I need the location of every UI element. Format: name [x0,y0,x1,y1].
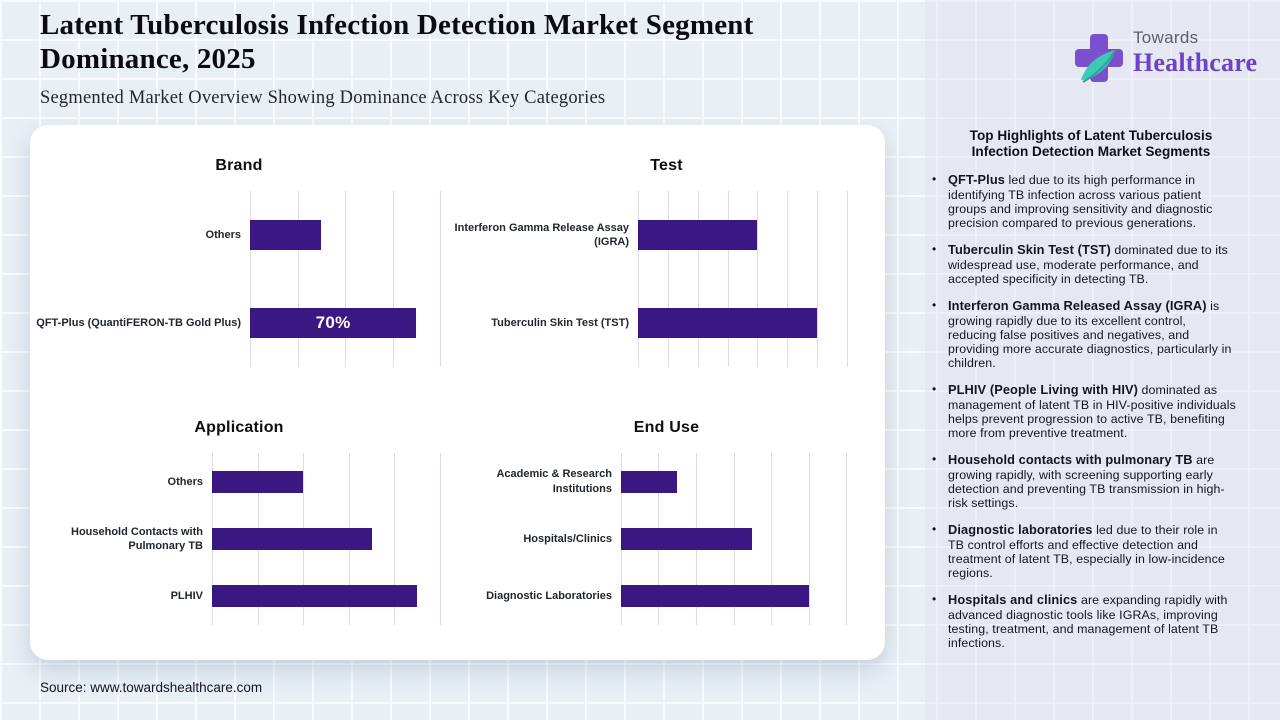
bar-row [212,453,440,510]
bar [638,220,757,250]
bar-row [212,510,440,567]
gridline [847,191,848,367]
highlight-item [932,299,1236,370]
chart-body [30,453,448,625]
category-labels [30,191,250,367]
chart-title: Application [194,419,284,436]
bar-row [638,279,847,367]
bar-row [250,191,440,279]
chart-title: Brand [215,157,263,174]
bar [621,471,677,493]
bullet-icon: • [932,592,937,607]
chart-end-use [448,397,885,660]
page-title: Latent Tuberculosis Infection Detection Market Segment Dominance, 2025 [40,9,754,76]
bar-row [621,510,846,567]
bullet-icon: • [932,382,937,397]
page-subtitle: Segmented Market Overview Showing Dominance Across Key Categories [40,88,606,109]
category-label: Others [167,475,203,488]
chart-brand [30,125,448,397]
bar [638,308,817,338]
category-label: Hospitals/Clinics [523,532,612,545]
bullet-icon: • [932,522,937,537]
logo-text [1133,28,1257,78]
category-label: Household Contacts with Pulmonary TB [71,525,203,552]
bullet-icon: • [932,452,937,467]
highlight-text: Diagnostic laboratories led due to their role in TB control efforts and effective detection and treatment of latent TB, especially in low-incidence regions. [948,522,1225,580]
category-label: Academic & Research Institutions [496,468,612,495]
highlight-item [932,593,1236,650]
sidebar-heading: Top Highlights of Latent Tuberculosis Infection Detection Market Segments [969,128,1213,160]
bar [212,471,303,493]
bar-row [621,568,846,625]
chart-body [30,191,448,367]
towards-healthcare-logo [1075,28,1275,90]
category-labels [448,453,621,625]
chart-body [448,453,885,625]
category-label: PLHIV [170,590,203,603]
highlight-text: Interferon Gamma Released Assay (IGRA) is growing rapidly due to its excellent control, reducing false positives and negatives, and providing more accurate diagnostics, particularly in children. [948,297,1232,370]
logo-towards-text: Towards [1133,28,1199,47]
bar [212,528,372,550]
chart-body [448,191,885,367]
plot-area [212,453,440,625]
category-label: Tuberculin Skin Test (TST) [491,316,629,329]
bar-row [638,191,847,279]
bar [621,528,752,550]
chart-application [30,397,448,660]
category-label: Others [205,228,241,241]
bar [250,220,321,250]
plot-area [621,453,846,625]
logo-healthcare-text: Healthcare [1133,48,1258,77]
gridline [440,453,441,625]
bar [212,585,417,607]
highlight-item [932,523,1236,580]
category-label: Interferon Gamma Release Assay (IGRA) [454,221,629,248]
leaf-icon [1071,36,1127,92]
highlight-item [932,383,1236,440]
category-labels [448,191,638,367]
bar-row [250,279,440,367]
highlights-list [932,173,1236,650]
source-text: Source: www.towardshealthcare.com [40,680,263,695]
category-label: Diagnostic Laboratories [486,590,612,603]
plot-area [638,191,847,367]
chart-title: Test [650,157,683,174]
highlight-text: PLHIV (People Living with HIV) dominated as management of latent TB in HIV-positive individuals helps prevent progression to active TB, benefiting more from preventive treatment. [948,382,1236,440]
gridline [846,453,847,625]
bar-row [621,453,846,510]
bullet-icon: • [932,297,937,312]
header [40,8,820,109]
highlight-text: QFT-Plus led due to its high performance in identifying TB infection across various patient groups and improving sensitivity and diagnostic precision compared to previous generations. [948,172,1213,230]
medical-cross-icon [1075,34,1123,82]
category-label: QFT-Plus (QuantiFERON-TB Gold Plus) [36,316,241,329]
bar-row [212,568,440,625]
bullet-icon: • [932,172,937,187]
chart-title: End Use [633,419,700,436]
gridline [440,191,441,367]
highlight-item [932,173,1236,230]
highlight-text: Household contacts with pulmonary TB are growing rapidly, with screening supporting early detection and preventing TB transmission in high-risk settings. [948,452,1225,510]
chart-test [448,125,885,397]
highlight-text: Tuberculin Skin Test (TST) dominated due to its widespread use, moderate performance, and accepted specificity in detecting TB. [948,242,1228,286]
charts-card [30,125,885,660]
category-labels [30,453,212,625]
bar-value-label: 70% [315,313,351,332]
bar [621,585,809,607]
highlight-item [932,453,1236,510]
plot-area [250,191,440,367]
bullet-icon: • [932,242,937,257]
bar [250,308,416,338]
highlight-item [932,243,1236,286]
highlight-text: Hospitals and clinics are expanding rapidly with advanced diagnostic tools like IGRAs, improving testing, treatment, and management of latent TB infections. [948,592,1228,650]
highlights-sidebar [932,128,1236,663]
